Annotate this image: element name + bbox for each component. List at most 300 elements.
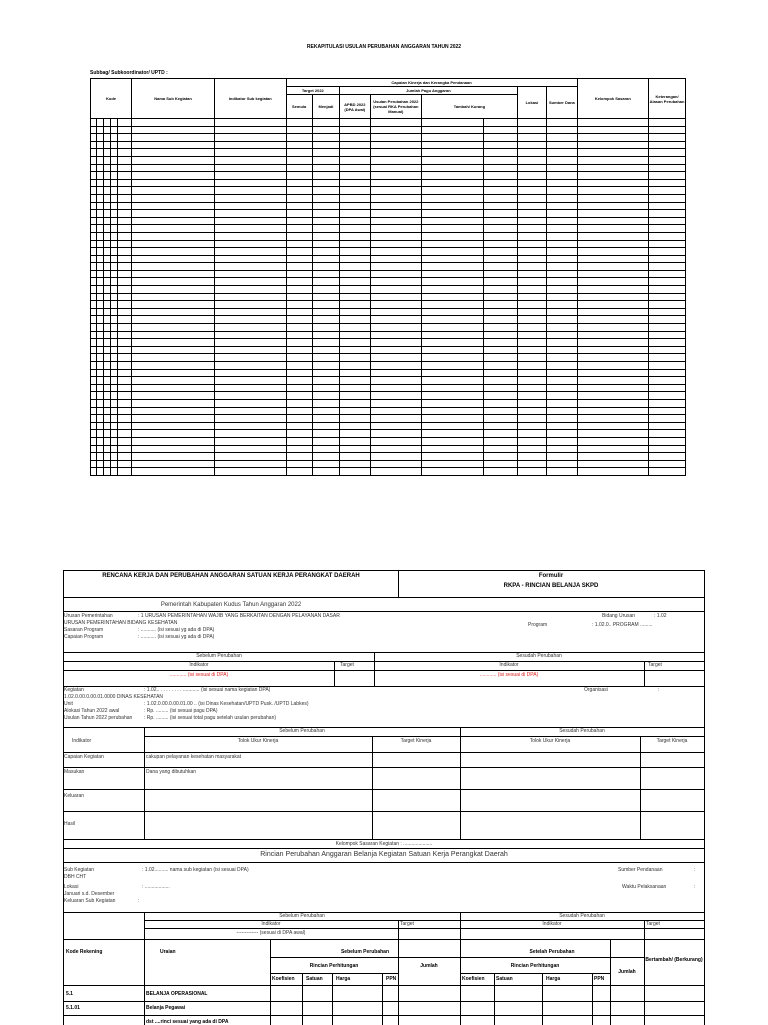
row-uraian: Belanja Pegawai xyxy=(146,1005,186,1011)
table-cell xyxy=(340,293,370,301)
table-cell xyxy=(340,194,370,202)
table-cell xyxy=(422,453,484,461)
subbag-label: Subbag/ Subkoordinator/ UPTD : xyxy=(90,70,168,76)
unit-label: Unit xyxy=(64,701,73,707)
table-cell xyxy=(103,346,110,354)
table-cell xyxy=(370,316,422,324)
table-cell xyxy=(132,316,215,324)
table-cell xyxy=(484,346,518,354)
table-cell xyxy=(110,384,117,392)
table-cell xyxy=(286,354,312,362)
table-row xyxy=(91,240,686,248)
table-cell xyxy=(103,156,110,164)
table-cell xyxy=(340,308,370,316)
table-cell xyxy=(370,126,422,134)
table-cell xyxy=(118,255,132,263)
table-cell xyxy=(132,156,215,164)
table-cell xyxy=(484,445,518,453)
table-cell xyxy=(517,194,546,202)
koefisien-after: Koefisien xyxy=(462,976,485,982)
table-cell xyxy=(215,308,286,316)
table-cell xyxy=(103,354,110,362)
col-usulan: Usulan Perubahan 2022 (sesuai RKA Perubahan Manual) xyxy=(370,95,422,119)
table-cell xyxy=(484,202,518,210)
table-cell xyxy=(132,445,215,453)
table-cell xyxy=(312,134,339,142)
table-cell xyxy=(577,210,648,218)
table-cell xyxy=(103,453,110,461)
table-cell xyxy=(484,316,518,324)
sub-sesudah: Sesudah Perubahan xyxy=(559,913,605,919)
table-cell xyxy=(215,377,286,385)
table-cell xyxy=(312,468,339,476)
table-cell xyxy=(649,430,686,438)
table-cell xyxy=(370,232,422,240)
sebelum-perubahan-header: Sebelum Perubahan xyxy=(340,949,390,955)
table-cell xyxy=(110,225,117,233)
table-cell xyxy=(132,460,215,468)
satuan-before: Satuan xyxy=(306,976,323,982)
table-cell xyxy=(286,460,312,468)
col-kelompok: Kelompok Sasaran xyxy=(577,79,648,119)
table-cell xyxy=(484,156,518,164)
table-cell xyxy=(103,399,110,407)
table-cell xyxy=(649,354,686,362)
table-cell xyxy=(484,217,518,225)
table-cell xyxy=(422,384,484,392)
table-cell xyxy=(517,172,546,180)
table-cell xyxy=(340,324,370,332)
sub-sebelum: Sebelum Perubahan xyxy=(279,913,325,919)
table-cell xyxy=(649,156,686,164)
table-cell xyxy=(517,149,546,157)
table-cell xyxy=(118,362,132,370)
table-cell xyxy=(577,134,648,142)
table-cell xyxy=(547,384,577,392)
table-cell xyxy=(484,437,518,445)
usulan-value: : Rp. ......... (isi sesuai total pagu setelah usulan perubahan) xyxy=(144,715,277,721)
table-row xyxy=(91,278,686,286)
table-cell xyxy=(484,232,518,240)
keluaran-sub-value: : xyxy=(138,898,140,904)
table-cell xyxy=(517,240,546,248)
table-cell xyxy=(484,377,518,385)
prog-sebelum: Sebelum Perubahan xyxy=(196,653,242,659)
table-cell xyxy=(484,468,518,476)
table-cell xyxy=(132,286,215,294)
table-cell xyxy=(286,316,312,324)
table-cell xyxy=(286,415,312,423)
table-cell xyxy=(286,119,312,127)
table-cell xyxy=(484,134,518,142)
table-row xyxy=(91,126,686,134)
table-cell xyxy=(422,217,484,225)
table-cell xyxy=(286,339,312,347)
prog-indikator-after: Indikator xyxy=(499,662,519,668)
table-cell xyxy=(547,331,577,339)
table-cell xyxy=(484,392,518,400)
table-cell xyxy=(649,202,686,210)
table-cell xyxy=(110,377,117,385)
table-cell xyxy=(547,278,577,286)
table-cell xyxy=(110,362,117,370)
table-cell xyxy=(312,301,339,309)
table-cell xyxy=(517,179,546,187)
table-cell xyxy=(484,331,518,339)
table-cell xyxy=(547,399,577,407)
table-row xyxy=(91,164,686,172)
table-cell xyxy=(215,384,286,392)
table-cell xyxy=(649,460,686,468)
table-cell xyxy=(577,308,648,316)
table-cell xyxy=(370,445,422,453)
table-cell xyxy=(118,141,132,149)
table-cell xyxy=(286,232,312,240)
table-cell xyxy=(118,331,132,339)
table-cell xyxy=(215,119,286,127)
table-row xyxy=(91,430,686,438)
table-cell xyxy=(422,232,484,240)
table-cell xyxy=(370,255,422,263)
table-cell xyxy=(422,346,484,354)
table-cell xyxy=(215,301,286,309)
table-cell xyxy=(577,445,648,453)
table-cell xyxy=(103,392,110,400)
table-row xyxy=(91,445,686,453)
table-cell xyxy=(484,399,518,407)
sub-kegiatan-value: : 1.02.......... nama sub kegiatan (isi sesuai DPA) xyxy=(142,867,249,873)
table-cell xyxy=(649,217,686,225)
kode-rekening-header: Kode Rekening xyxy=(66,949,103,955)
table-cell xyxy=(286,293,312,301)
table-cell xyxy=(649,172,686,180)
table-cell xyxy=(103,301,110,309)
table-cell xyxy=(286,278,312,286)
table-cell xyxy=(517,187,546,195)
table-row xyxy=(91,339,686,347)
table-cell xyxy=(577,149,648,157)
table-cell xyxy=(547,179,577,187)
table-cell xyxy=(340,134,370,142)
table-cell xyxy=(370,354,422,362)
table-cell xyxy=(312,240,339,248)
table-cell xyxy=(215,453,286,461)
table-cell xyxy=(577,460,648,468)
table-cell xyxy=(649,301,686,309)
table-cell xyxy=(103,179,110,187)
table-cell xyxy=(370,346,422,354)
alokasi-value: : Rp. ......... (isi sesuai pagu DPA) xyxy=(144,708,218,714)
table-cell xyxy=(370,278,422,286)
table-cell xyxy=(649,453,686,461)
table-cell xyxy=(312,316,339,324)
table-cell xyxy=(547,392,577,400)
table-cell xyxy=(286,149,312,157)
table-cell xyxy=(577,407,648,415)
table-cell xyxy=(577,377,648,385)
table-cell xyxy=(370,187,422,195)
table-cell xyxy=(215,194,286,202)
table-cell xyxy=(312,377,339,385)
sub-target-after: Target xyxy=(646,921,660,927)
table-cell xyxy=(484,384,518,392)
table-cell xyxy=(132,354,215,362)
table-cell xyxy=(649,240,686,248)
table-cell xyxy=(649,270,686,278)
table-cell xyxy=(340,384,370,392)
table-cell xyxy=(370,399,422,407)
table-cell xyxy=(312,187,339,195)
table-cell xyxy=(215,445,286,453)
program-value: : 1.02.0.. PROGRAM ......... xyxy=(592,622,653,628)
table-cell xyxy=(110,301,117,309)
row-uraian: dst ....rinci sesuai yang ada di DPA xyxy=(146,1019,229,1025)
table-cell xyxy=(370,263,422,271)
table-cell xyxy=(118,293,132,301)
table-row xyxy=(91,232,686,240)
table-cell xyxy=(132,187,215,195)
table-cell xyxy=(118,468,132,476)
table-cell xyxy=(312,172,339,180)
table-cell xyxy=(103,286,110,294)
table-cell xyxy=(103,369,110,377)
table-row xyxy=(91,316,686,324)
table-cell xyxy=(340,468,370,476)
recap-table xyxy=(90,78,686,476)
table-cell xyxy=(422,339,484,347)
table-row xyxy=(91,354,686,362)
table-cell xyxy=(517,354,546,362)
table-cell xyxy=(547,156,577,164)
table-row xyxy=(91,156,686,164)
table-cell xyxy=(312,308,339,316)
table-cell xyxy=(286,324,312,332)
recap-title: REKAPITULASI USULAN PERUBAHAN ANGGARAN TAHUN 2022 xyxy=(306,44,462,50)
capaian-kegiatan-value: cakupan pelayanan kesehatan masyarakat xyxy=(146,754,242,760)
table-cell xyxy=(517,430,546,438)
prog-sesuai-dpa-before: ............ (isi sesuai di DPA) xyxy=(169,672,229,678)
table-row xyxy=(91,293,686,301)
kelompok-sasaran: Kelompok Sasaran Kegiatan : ..................... xyxy=(335,841,433,847)
table-cell xyxy=(370,156,422,164)
table-row xyxy=(91,286,686,294)
table-cell xyxy=(649,119,686,127)
table-cell xyxy=(370,134,422,142)
table-cell xyxy=(649,293,686,301)
rincian-title: Rincian Perubahan Anggaran Belanja Kegiatan Satuan Kerja Perangkat Daerah xyxy=(260,851,508,858)
sumber-value: : xyxy=(694,867,696,873)
table-cell xyxy=(370,407,422,415)
table-cell xyxy=(422,278,484,286)
table-cell xyxy=(422,369,484,377)
table-cell xyxy=(215,210,286,218)
kin-target-before: Target Kinerja xyxy=(400,738,432,744)
table-cell xyxy=(132,453,215,461)
table-cell xyxy=(110,331,117,339)
col-sumber-dana: Sumber Dana xyxy=(547,87,577,119)
table-cell xyxy=(312,392,339,400)
table-cell xyxy=(132,392,215,400)
table-cell xyxy=(422,164,484,172)
col-semula: Semula xyxy=(286,95,312,119)
table-cell xyxy=(215,240,286,248)
table-cell xyxy=(370,430,422,438)
table-cell xyxy=(312,263,339,271)
table-cell xyxy=(422,240,484,248)
table-cell xyxy=(370,362,422,370)
table-cell xyxy=(103,141,110,149)
table-cell xyxy=(110,134,117,142)
table-row xyxy=(91,415,686,423)
table-cell xyxy=(215,126,286,134)
table-cell xyxy=(422,255,484,263)
table-cell xyxy=(547,263,577,271)
table-cell xyxy=(103,270,110,278)
table-cell xyxy=(110,339,117,347)
table-cell xyxy=(312,119,339,127)
table-cell xyxy=(132,126,215,134)
table-cell xyxy=(547,346,577,354)
table-row xyxy=(91,460,686,468)
table-cell xyxy=(577,331,648,339)
table-row xyxy=(91,399,686,407)
table-cell xyxy=(649,415,686,423)
table-cell xyxy=(118,164,132,172)
table-cell xyxy=(577,263,648,271)
table-cell xyxy=(547,453,577,461)
table-cell xyxy=(422,270,484,278)
table-cell xyxy=(517,293,546,301)
table-cell xyxy=(110,248,117,256)
table-cell xyxy=(215,255,286,263)
table-cell xyxy=(110,270,117,278)
table-cell xyxy=(484,187,518,195)
table-cell xyxy=(110,316,117,324)
table-cell xyxy=(103,468,110,476)
table-cell xyxy=(215,430,286,438)
table-cell xyxy=(649,179,686,187)
table-cell xyxy=(577,430,648,438)
table-cell xyxy=(286,407,312,415)
table-cell xyxy=(286,141,312,149)
table-cell xyxy=(110,126,117,134)
table-cell xyxy=(103,430,110,438)
kin-tolok-before: Tolok Ukur Kinerja xyxy=(237,738,279,744)
table-cell xyxy=(110,164,117,172)
table-cell xyxy=(340,187,370,195)
table-cell xyxy=(422,354,484,362)
table-cell xyxy=(577,301,648,309)
table-row xyxy=(91,377,686,385)
table-cell xyxy=(132,430,215,438)
table-cell xyxy=(577,354,648,362)
row-kode: 5.1 xyxy=(66,991,73,997)
table-cell xyxy=(286,362,312,370)
table-cell xyxy=(215,156,286,164)
table-cell xyxy=(517,362,546,370)
table-cell xyxy=(649,407,686,415)
table-cell xyxy=(312,384,339,392)
table-cell xyxy=(547,187,577,195)
table-cell xyxy=(547,149,577,157)
col-apbd: APBD 2022 (DPA Awal) xyxy=(340,95,370,119)
table-cell xyxy=(340,119,370,127)
table-cell xyxy=(286,134,312,142)
table-cell xyxy=(132,202,215,210)
table-cell xyxy=(370,415,422,423)
sub-indikator-after: Indikator xyxy=(542,921,562,927)
table-cell xyxy=(340,141,370,149)
table-cell xyxy=(312,179,339,187)
table-cell xyxy=(484,263,518,271)
prog-indikator-before: Indikator xyxy=(189,662,209,668)
table-cell xyxy=(484,308,518,316)
table-cell xyxy=(286,156,312,164)
table-cell xyxy=(215,187,286,195)
jumlah-before: Jumlah xyxy=(420,963,438,969)
hasil-label: Hasil xyxy=(64,821,76,827)
table-cell xyxy=(649,248,686,256)
table-cell xyxy=(370,270,422,278)
table-cell xyxy=(118,301,132,309)
table-cell xyxy=(110,415,117,423)
table-cell xyxy=(422,437,484,445)
table-cell xyxy=(132,134,215,142)
table-cell xyxy=(484,354,518,362)
table-row xyxy=(91,202,686,210)
table-cell xyxy=(312,362,339,370)
table-cell xyxy=(103,324,110,332)
table-cell xyxy=(422,331,484,339)
table-cell xyxy=(370,141,422,149)
table-cell xyxy=(286,392,312,400)
table-cell xyxy=(118,354,132,362)
table-cell xyxy=(422,392,484,400)
table-cell xyxy=(422,248,484,256)
table-cell xyxy=(286,248,312,256)
table-cell xyxy=(312,194,339,202)
table-row xyxy=(91,407,686,415)
table-cell xyxy=(484,422,518,430)
table-cell xyxy=(110,354,117,362)
table-cell xyxy=(286,399,312,407)
table-cell xyxy=(422,415,484,423)
table-cell xyxy=(286,225,312,233)
table-cell xyxy=(110,324,117,332)
table-cell xyxy=(110,119,117,127)
table-cell xyxy=(215,399,286,407)
table-cell xyxy=(110,232,117,240)
table-cell xyxy=(577,156,648,164)
table-cell xyxy=(132,232,215,240)
table-cell xyxy=(547,293,577,301)
table-cell xyxy=(215,248,286,256)
table-cell xyxy=(517,415,546,423)
unit-value: : 1.02.0.00.0.00.01.00 .. (isi Dinas Kesehatan/UPTD Pusk. /UPTD Labkes) xyxy=(144,701,309,707)
kin-tolok-after: Tolok Ukur Kinerja xyxy=(529,738,571,744)
organisasi-label: Organisasi xyxy=(584,687,608,693)
table-cell xyxy=(649,149,686,157)
table-cell xyxy=(517,270,546,278)
table-cell xyxy=(132,141,215,149)
table-cell xyxy=(340,172,370,180)
sub-target-before: Target xyxy=(400,921,414,927)
table-cell xyxy=(118,149,132,157)
table-row xyxy=(91,179,686,187)
setelah-perubahan-header: Setelah Perubahan xyxy=(529,949,575,955)
keluaran-label: Keluaran xyxy=(64,793,85,799)
table-cell xyxy=(132,339,215,347)
